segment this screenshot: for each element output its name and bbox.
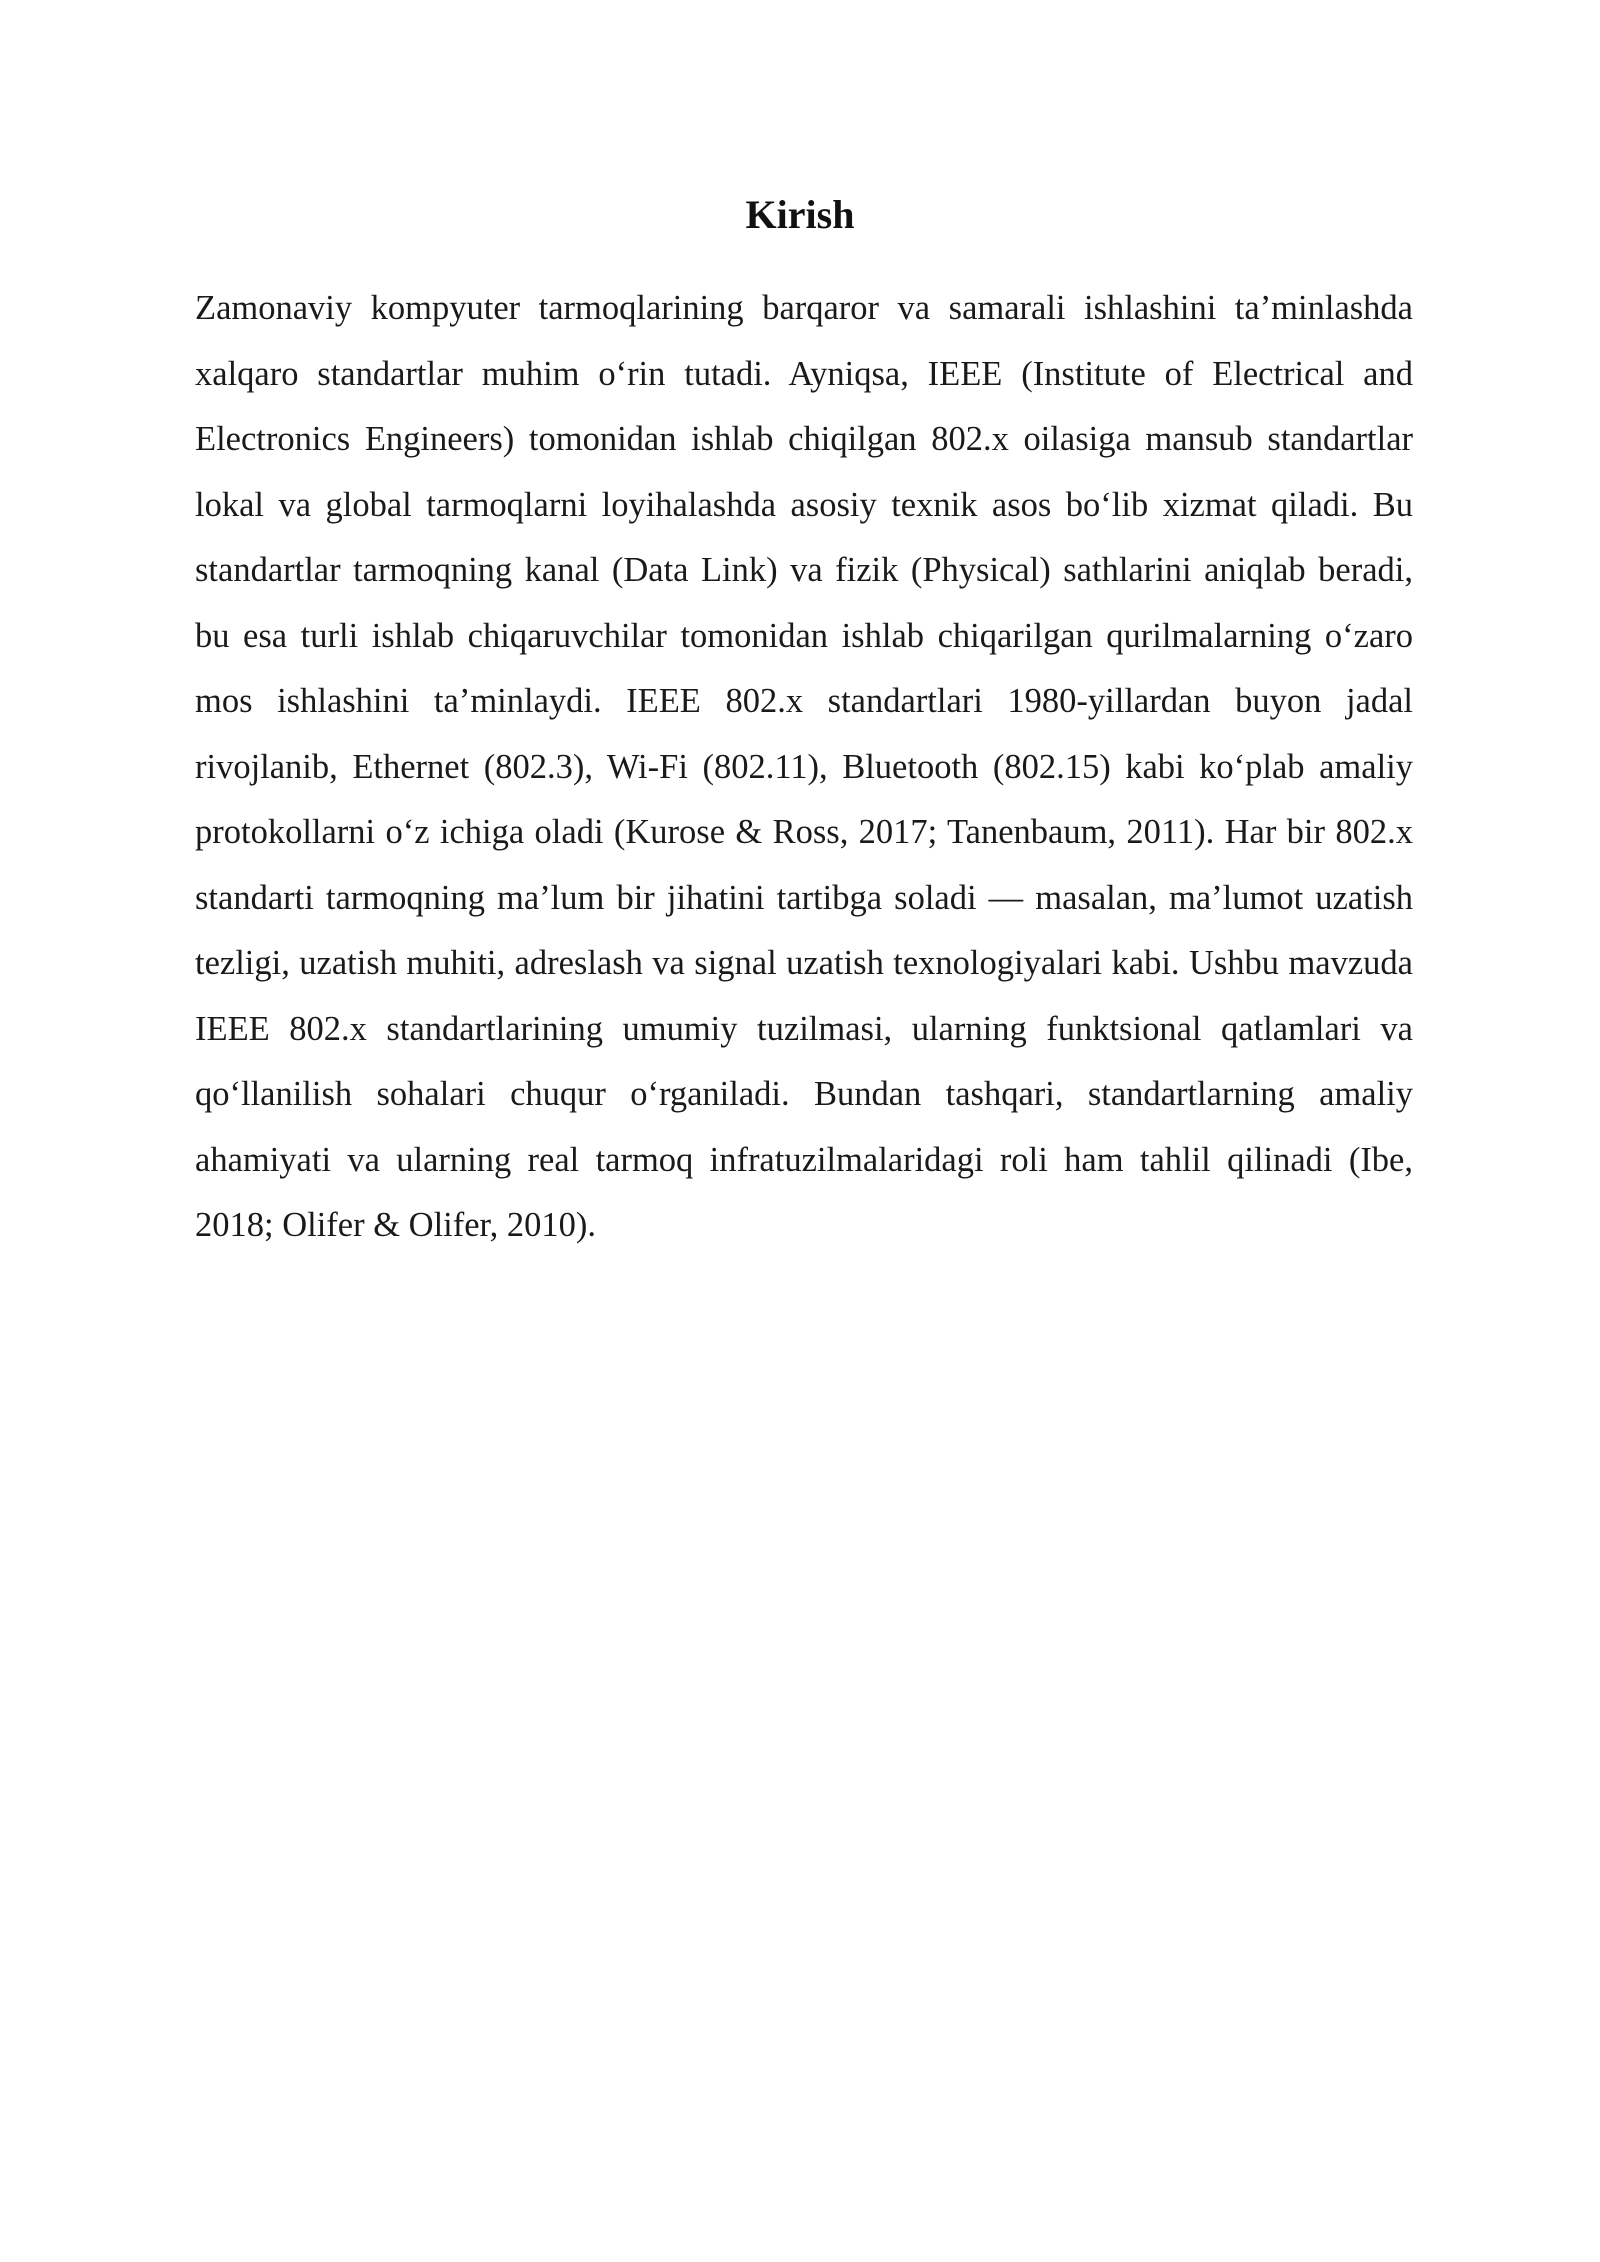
page-title: Kirish: [745, 192, 855, 237]
body-paragraph: Zamonaviy kompyuter tarmoqlarining barqaror va samarali ishlashini ta’minlashda xalqaro standartlar muhim o‘rin tutadi. Ayniqsa, IEEE (Institute of Electrical and Electronics Engineers) tomonidan ishlab chiqilgan 802.x oilasiga mansub standartlar lokal va global tarmoqlarni loyihalashda asosiy texnik asos bo‘lib xizmat qiladi. Bu standartlar tarmoqning kanal (Data Link) va fizik (Physical) sathlarini aniqlab beradi, bu esa turli ishlab chiqaruvchilar tomonidan ishlab chiqarilgan qurilmalarning o‘zaro mos ishlashini ta’minlaydi. IEEE 802.x standartlari 1980-yillardan buyon jadal rivojlanib, Ethernet (802.3), Wi-Fi (802.11), Bluetooth (802.15) kabi ko‘plab amaliy protokollarni o‘z ichiga oladi (Kurose & Ross, 2017; Tanenbaum, 2011). Har bir 802.x standarti tarmoqning ma’lum bir jihatini tartibga soladi — masalan, ma’lumot uzatish tezligi, uzatish muhiti, adreslash va signal uzatish texnologiyalari kabi. Ushbu mavzuda IEEE 802.x standartlarining umumiy tuzilmasi, ularning funktsional qatlamlari va qo‘llanilish sohalari chuqur o‘rganiladi. Bundan tashqari, standartlarning amaliy ahamiyati va ularning real tarmoq infratuzilmalaridagi roli ham tahlil qilinadi (Ibe, 2018; Olifer & Olifer, 2010).: [195, 289, 1413, 1244]
